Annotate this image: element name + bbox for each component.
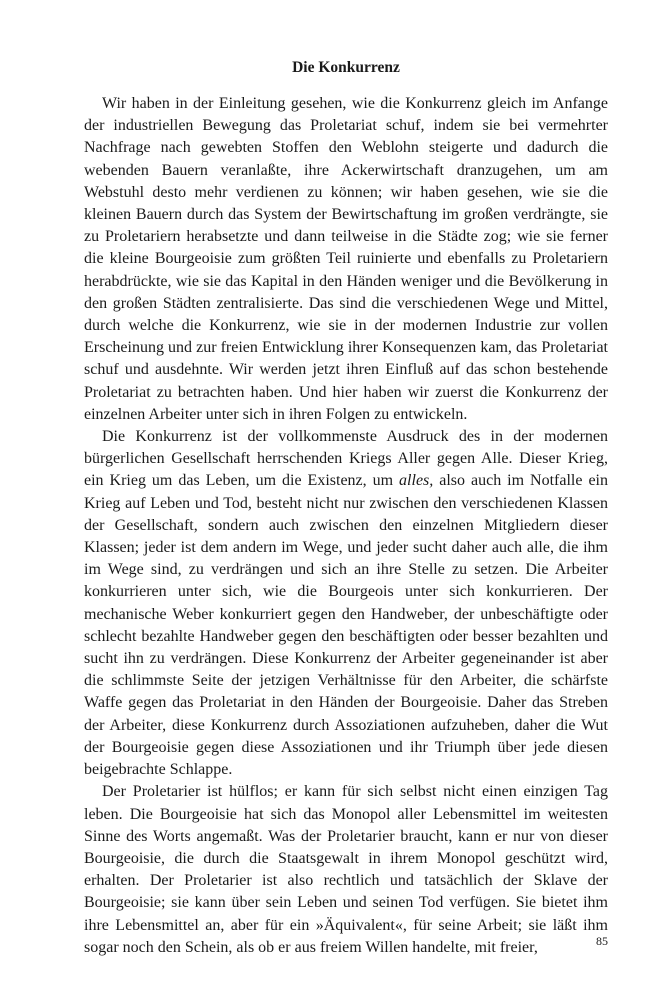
- paragraph-2-after: also auch im Notfalle ein Krieg auf Leben und Tod, besteht nicht nur zwischen den verschiedenen Klassen der Gesellschaft, sondern auch zwischen den einzelnen Mitgliedern dieser Klassen; jeder ist dem andern im Wege, und jeder sucht daher auch alle, die ihm im Wege sind, zu verdrängen und sich an ihre Stelle zu setzen. Die Arbeiter konkurrieren unter sich, wie die Bourgeois unter sich konkurrieren. Der mechanische Weber konkurriert gegen den Handweber, der unbeschäftigte oder schlecht bezahlte Handweber gegen den beschäftigten oder besser bezahlten und sucht ihn zu verdrängen. Diese Konkurrenz der Arbeiter gegeneinander ist aber die schlimmste Seite der jetzigen Verhältnisse für den Arbeiter, die schärfste Waffe gegen das Proletariat in den Händen der Bourgeoisie. Daher das Streben der Arbeiter, diese Konkurrenz durch Assoziationen aufzuheben, daher die Wut der Bourgeoisie gegen diese Assoziationen und ihr Triumph über jede diesen beigebrachte Schlappe.: [84, 472, 608, 779]
- page-number: 85: [596, 934, 608, 948]
- body-text: [84, 93, 608, 959]
- emphasis-alles: alles,: [399, 472, 434, 490]
- paragraph-3: Der Proletarier ist hülflos; er kann für sich selbst nicht einen einzigen Tag leben. Die Bourgeoisie hat sich das Monopol aller Lebensmittel im weitesten Sinne des Worts angemaßt. Was der Proletarier braucht, kann er nur von dieser Bourgeoisie, die durch die Staatsgewalt in ihrem Monopol geschützt wird, erhalten. Der Proletarier ist also rechtlich und tatsächlich der Sklave der Bourgeoisie; sie kann über sein Leben und seinen Tod verfügen. Sie bietet ihm ihre Lebensmittel an, aber für ein »Äquivalent«, für seine Arbeit; sie läßt ihm sogar noch den Schein, als ob er aus freiem Willen handelte, mit freier,: [84, 783, 608, 956]
- paragraph-2: [84, 426, 608, 781]
- chapter-title: Die Konkurrenz: [292, 59, 400, 76]
- paragraph-1: Wir haben in der Einleitung gesehen, wie die Konkurrenz gleich im Anfange der industriellen Bewegung das Proletariat schuf, indem sie bei vermehrter Nachfrage nach gewebten Stoffen den Weblohn steigerte und dadurch die webenden Bauern veranlaßte, ihre Ackerwirtschaft dranzugehen, um am Webstuhl desto mehr verdienen zu können; wir haben gesehen, wie sie die kleinen Bauern durch das System der Bewirtschaftung im großen verdrängte, sie zu Proletariern herabsetzte und dann teilweise in die Städte zog; wie sie ferner die kleine Bourgeoisie zum größten Teil ruinierte und ebenfalls zu Proletariern herabdrückte, wie sie das Kapital in den Händen weniger und die Bevölkerung in den großen Städten zentralisierte. Das sind die verschiedenen Wege und Mittel, durch welche die Konkurrenz, wie sie in der modernen Industrie zur vollen Erscheinung und zur freien Entwicklung ihrer Konsequenzen kam, das Proletariat schuf und ausdehnte. Wir werden jetzt ihren Einfluß auf das schon bestehende Proletariat zu betrachten haben. Und hier haben wir zuerst die Konkurrenz der einzelnen Arbeiter unter sich in ihren Folgen zu entwickeln.: [84, 95, 608, 423]
- paragraph-2-before: Die Konkurrenz ist der vollkommenste Ausdruck des in der modernen bürgerlichen Gesellschaft herrschenden Kriegs Aller gegen Alle. Dieser Krieg, ein Krieg um das Leben, um die Existenz, um: [84, 428, 608, 490]
